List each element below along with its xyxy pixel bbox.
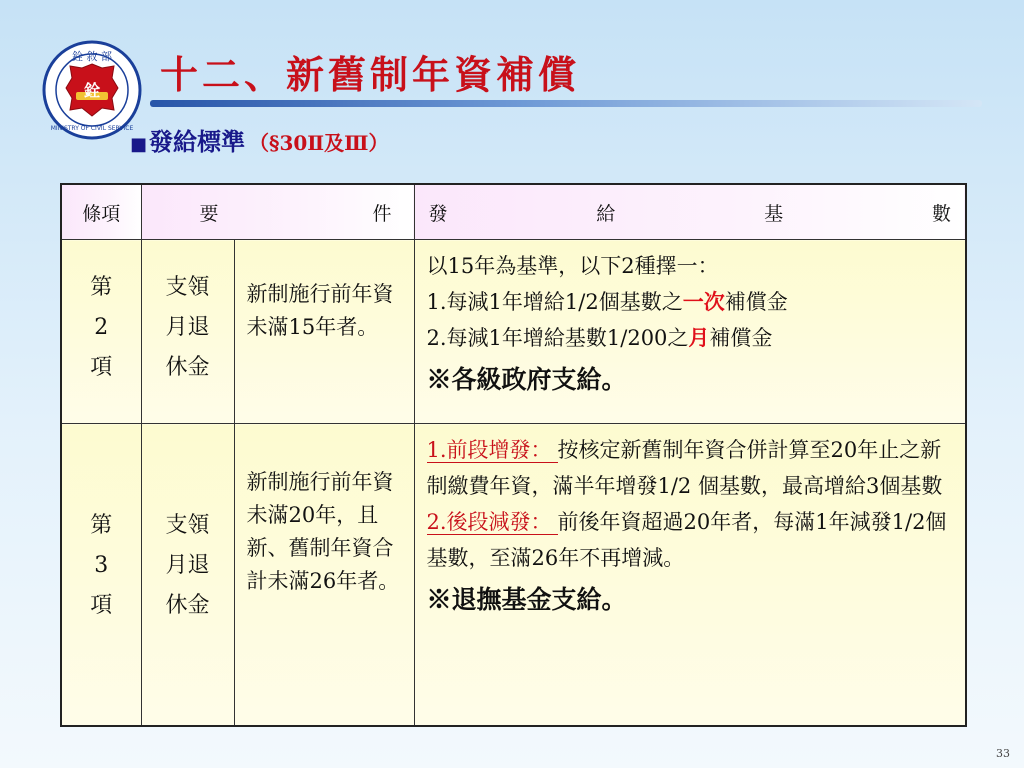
basis-line (427, 284, 958, 320)
header-requirement (141, 184, 414, 240)
item-char: 項 (90, 593, 113, 618)
logo-top-text: 銓 敘 部 (72, 50, 112, 63)
row-type (141, 424, 234, 726)
item-char: 項 (90, 355, 113, 380)
basis-note: ※退撫基金支給。 (426, 585, 627, 614)
header-item: 條項 (61, 184, 141, 240)
header-basis-char: 發 (428, 202, 448, 225)
page-number: 33 (996, 747, 1010, 760)
table-row (61, 424, 966, 726)
row-condition (234, 424, 414, 726)
basis-label: 1.前段增發： (427, 438, 558, 463)
item-char: 3 (94, 553, 109, 578)
type-line: 月退 (165, 553, 210, 578)
slide-title: 十二、新舊制年資補償 (160, 52, 581, 97)
title-underline (150, 100, 982, 107)
condition-text: 新制施行前年資未滿20年，且新、舊制年資合計未滿26年者。 (246, 470, 400, 593)
ministry-logo (42, 40, 142, 140)
basis-text: 補償金 (724, 290, 788, 314)
item-char: 第 (90, 275, 113, 300)
type-line: 休金 (165, 593, 210, 618)
square-bullet-icon: ■ (130, 134, 148, 155)
row-type (141, 240, 234, 424)
header-requirement-left: 要 (199, 202, 219, 225)
basis-text: 1.每減1年增給1/2個基數之 (426, 290, 683, 314)
condition-text: 新制施行前年資未滿15年者。 (246, 282, 394, 339)
header-basis-char: 給 (596, 202, 616, 225)
row-item (61, 240, 141, 424)
type-line: 休金 (165, 355, 210, 380)
basis-label: 2.後段減發： (427, 510, 558, 535)
logo-center-text: 銓 (83, 81, 101, 100)
type-line: 支領 (165, 275, 210, 300)
item-char: 2 (94, 315, 109, 340)
basis-line (427, 320, 958, 356)
basis-note: ※各級政府支給。 (426, 365, 627, 394)
header-requirement-right: 件 (372, 202, 392, 225)
subtitle-text: 發給標準 (149, 127, 246, 156)
section-subtitle (130, 122, 389, 157)
basis-paragraph (427, 504, 958, 576)
subtitle-reference: （§30Ⅱ及Ⅲ） (249, 131, 389, 155)
header-basis-char: 數 (931, 202, 951, 225)
basis-text: 補償金 (709, 326, 773, 350)
compensation-table (60, 183, 967, 727)
row-basis (414, 240, 966, 424)
basis-text: 前後年資超過20年者，每滿1年減發1/2個基數，至滿26年不再增減。 (426, 510, 947, 570)
table-row (61, 240, 966, 424)
type-line: 支領 (165, 513, 210, 538)
item-char: 第 (90, 513, 113, 538)
logo-ring-text: MINISTRY OF CIVIL SERVICE (50, 125, 134, 132)
basis-text: 按核定新舊制年資合併計算至20年止之新制繳費年資，滿半年增發1/2 個基數，最高增給3個基數 (426, 438, 943, 498)
row-basis (414, 424, 966, 726)
type-line: 月退 (165, 315, 210, 340)
basis-emphasis: 月 (688, 325, 710, 350)
basis-paragraph (427, 432, 958, 504)
table-header-row (61, 184, 966, 240)
basis-line: 以15年為基準，以下2種擇一： (426, 254, 719, 278)
basis-text: 2.每減1年增給基數1/200之 (426, 326, 689, 350)
header-basis (414, 184, 966, 240)
header-basis-char: 基 (764, 202, 784, 225)
basis-emphasis: 一次 (682, 289, 725, 314)
row-condition (234, 240, 414, 424)
row-item (61, 424, 141, 726)
